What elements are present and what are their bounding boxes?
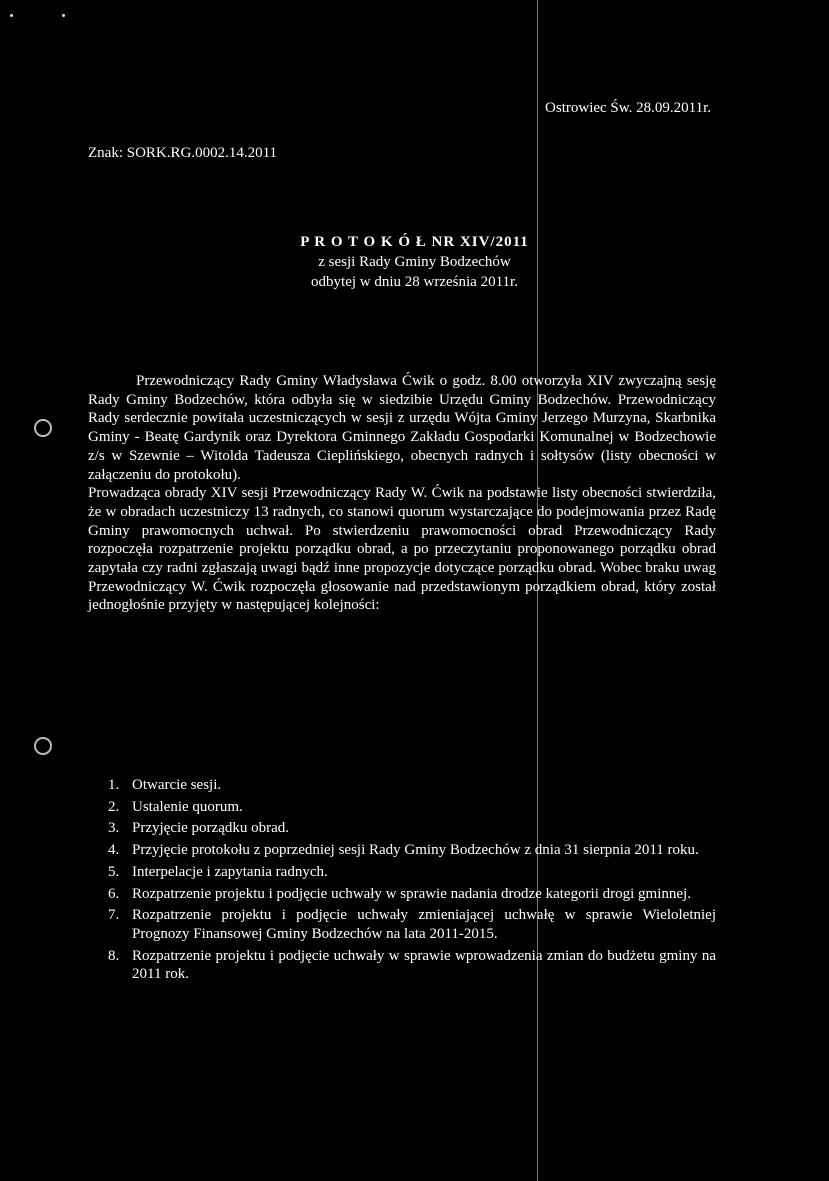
body-paragraph: Prowadząca obrady XIV sesji Przewodniczący Rady W. Ćwik na podstawie listy obecności stwierdziła, że w obradach uczestniczy 13 radnych, co stanowi quorum wystarczające do podejmowania przez Radę Gminy prawomocnych uchwał. Po stwierdzeniu prawomocności obrad Przewodniczący Rady rozpoczęła rozpatrzenie projektu porządku obrad, a po przeczytaniu proponowanego porządku obrad zapytała czy radni zgłaszają uwagi bądź inne propozycje dotyczące porządku obrad. Wobec braku uwag Przewodniczący W. Ćwik rozpoczęła głosowanie nad przedstawionym porządkiem obrad, który został jednogłośnie przyjęty w następującej kolejności:	[88, 485, 716, 614]
agenda-item-number: 1.	[108, 777, 120, 793]
agenda-item	[88, 863, 716, 882]
title-line-session: z sesji Rady Gminy Bodzechów	[318, 254, 511, 270]
document-title	[0, 232, 829, 292]
agenda-item-text: Rozpatrzenie projektu i podjęcie uchwały zmieniającej uchwałę w sprawie Wieloletniej Prognozy Finansowej Gminy Bodzechów na lata 2011-2015.	[132, 907, 716, 942]
agenda-item	[88, 906, 716, 943]
punch-hole-icon	[34, 419, 52, 437]
agenda-item-number: 2.	[108, 798, 120, 815]
scan-speck	[10, 14, 13, 17]
agenda-item-text: Przyjęcie porządku obrad.	[132, 820, 290, 837]
place-date: Ostrowiec Św. 28.09.2011r.	[545, 100, 711, 116]
agenda-item-number: 8.	[108, 947, 120, 964]
agenda-item-text: Interpelacje i zapytania radnych.	[132, 863, 328, 880]
agenda-item-text: Otwarcie sesji.	[132, 777, 222, 793]
title-line-protocol: P R O T O K Ó Ł NR XIV/2011	[300, 234, 529, 250]
agenda-item	[88, 798, 716, 817]
scan-speck	[62, 14, 65, 17]
agenda-item-number: 5.	[108, 863, 120, 880]
agenda-item	[88, 885, 716, 904]
agenda-item-number: 4.	[108, 842, 120, 859]
agenda-item-text: Przyjęcie protokołu z poprzedniej sesji Rady Gminy Bodzechów z dnia 31 sierpnia 2011 roku.	[132, 842, 699, 859]
agenda-item	[88, 841, 716, 860]
agenda-item	[88, 776, 716, 795]
punch-hole-icon	[34, 737, 52, 755]
agenda-item	[88, 947, 716, 984]
agenda-item-number: 7.	[108, 907, 120, 924]
document-body	[88, 372, 716, 615]
agenda-item-text: Rozpatrzenie projektu i podjęcie uchwały w sprawie wprowadzenia zmian do budżetu gminy na 2011 rok.	[132, 947, 716, 983]
agenda-item-number: 3.	[108, 820, 120, 837]
agenda-item-text: Rozpatrzenie projektu i podjęcie uchwały w sprawie nadania drodze kategorii drogi gminnej.	[132, 885, 691, 902]
agenda-item	[88, 819, 716, 838]
agenda-item-number: 6.	[108, 885, 120, 902]
title-line-date: odbytej w dniu 28 września 2011r.	[311, 274, 518, 290]
agenda-item-text: Ustalenie quorum.	[132, 798, 243, 815]
agenda-list	[88, 776, 716, 987]
document-reference: Znak: SORK.RG.0002.14.2011	[88, 145, 278, 161]
body-paragraph: Przewodniczący Rady Gminy Władysława Ćwik o godz. 8.00 otworzyła XIV zwyczajną sesję Rady Gminy Bodzechów, która odbyła się w siedzibie Urzędu Gminy Bodzechów. Przewodniczący Rady serdecznie powitała uczestniczących w sesji z urzędu Wójta Gminy Jerzego Murzyna, Skarbnika Gminy - Beatę Gardynik oraz Dyrektora Gminnego Zakładu Gospodarki Komunalnej w Bodzechowie z/s w Szewnie – Witolda Tadeusza Cieplińskiego, obecnych radnych i sołtysów (listy obecności w załączeniu do protokołu).	[88, 373, 716, 483]
